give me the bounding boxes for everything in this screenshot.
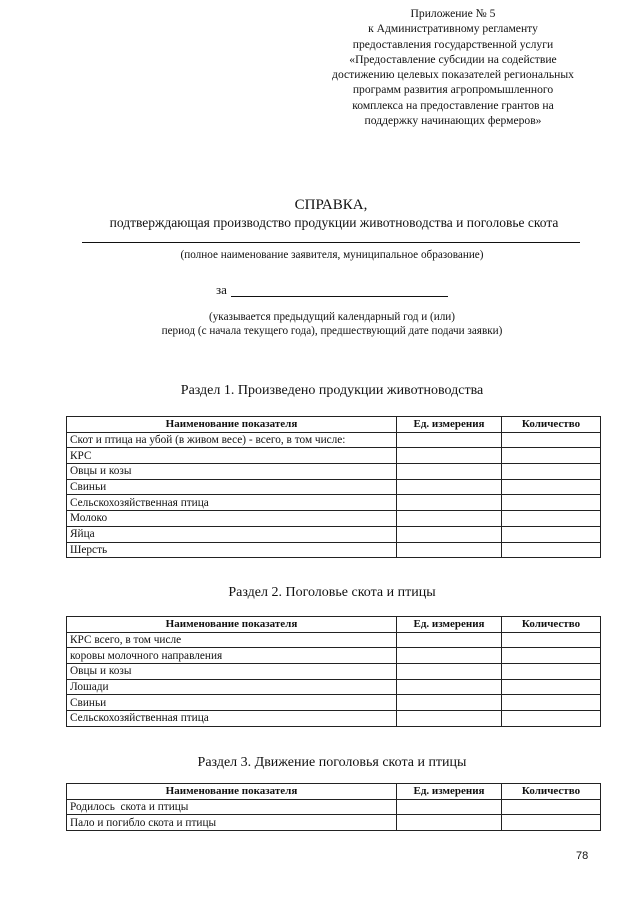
table-row xyxy=(67,511,601,527)
unit-cell xyxy=(397,815,502,831)
section-2-title: Раздел 2. Поголовье скота и птицы xyxy=(228,585,436,600)
table-row xyxy=(67,695,601,711)
appendix-line: предоставления государственной услуги xyxy=(352,37,554,51)
unit-cell xyxy=(397,664,502,680)
quantity-cell xyxy=(502,632,601,648)
quantity-cell xyxy=(502,432,601,448)
appendix-line: к Административному регламенту xyxy=(368,22,538,36)
appendix-line: программ развития агропромышленного xyxy=(352,83,554,97)
section-3-title: Раздел 3. Движение поголовья скота и птицы xyxy=(197,755,467,770)
period-prefix: за xyxy=(216,282,227,297)
row-label: Овцы и козы xyxy=(67,464,397,480)
column-header-quantity: Количество xyxy=(502,784,601,800)
document-title: СПРАВКА, xyxy=(294,197,368,213)
table-row xyxy=(67,815,601,831)
unit-cell xyxy=(397,711,502,727)
row-label: Лошади xyxy=(67,679,397,695)
unit-cell xyxy=(397,464,502,480)
unit-cell xyxy=(397,432,502,448)
row-label: Сельскохозяйственная птица xyxy=(67,711,397,727)
column-header-unit: Ед. измерения xyxy=(397,784,502,800)
table-header-row xyxy=(67,784,601,800)
column-header-unit: Ед. измерения xyxy=(397,417,502,433)
row-label: КРС xyxy=(67,448,397,464)
table-row xyxy=(67,495,601,511)
quantity-cell xyxy=(502,695,601,711)
quantity-cell xyxy=(502,711,601,727)
page-number: 78 xyxy=(576,850,589,862)
period-line xyxy=(231,296,448,297)
quantity-cell xyxy=(502,542,601,558)
row-label: Молоко xyxy=(67,511,397,527)
appendix-header xyxy=(312,6,594,128)
quantity-cell xyxy=(502,495,601,511)
document-subtitle: подтверждающая производство продукции животноводства и поголовье скота xyxy=(109,215,559,230)
column-header-name: Наименование показателя xyxy=(67,784,397,800)
row-label: Скот и птица на убой (в живом весе) - всего, в том числе: xyxy=(67,432,397,448)
quantity-cell xyxy=(502,479,601,495)
appendix-line: комплекса на предоставление грантов на xyxy=(352,98,554,112)
period-hint: (указывается предыдущий календарный год и (или) xyxy=(208,311,456,323)
unit-cell xyxy=(397,511,502,527)
unit-cell xyxy=(397,526,502,542)
appendix-line: поддержку начинающих фермеров» xyxy=(364,114,542,128)
appendix-line: «Предоставление субсидии на содействие xyxy=(349,52,557,66)
table-row xyxy=(67,542,601,558)
table-row xyxy=(67,448,601,464)
column-header-name: Наименование показателя xyxy=(67,617,397,633)
unit-cell xyxy=(397,448,502,464)
column-header-unit: Ед. измерения xyxy=(397,617,502,633)
row-label: КРС всего, в том числе xyxy=(67,632,397,648)
quantity-cell xyxy=(502,664,601,680)
table-row xyxy=(67,479,601,495)
unit-cell xyxy=(397,799,502,815)
column-header-quantity: Количество xyxy=(502,417,601,433)
column-header-name: Наименование показателя xyxy=(67,417,397,433)
quantity-cell xyxy=(502,648,601,664)
quantity-cell xyxy=(502,679,601,695)
table-row xyxy=(67,679,601,695)
section-2-table xyxy=(66,616,601,727)
row-label: Свиньи xyxy=(67,695,397,711)
section-1-table xyxy=(66,416,601,558)
row-label: Яйца xyxy=(67,526,397,542)
table-row xyxy=(67,711,601,727)
table-row xyxy=(67,432,601,448)
column-header-quantity: Количество xyxy=(502,617,601,633)
table-row xyxy=(67,799,601,815)
row-label: Овцы и козы xyxy=(67,664,397,680)
quantity-cell xyxy=(502,799,601,815)
row-label: Сельскохозяйственная птица xyxy=(67,495,397,511)
unit-cell xyxy=(397,679,502,695)
applicant-name-line xyxy=(82,242,580,243)
unit-cell xyxy=(397,542,502,558)
row-label: Пало и погибло скота и птицы xyxy=(67,815,397,831)
quantity-cell xyxy=(502,511,601,527)
table-row xyxy=(67,648,601,664)
appendix-line: достижению целевых показателей региональных xyxy=(332,68,574,82)
unit-cell xyxy=(397,695,502,711)
quantity-cell xyxy=(502,815,601,831)
table-row xyxy=(67,664,601,680)
table-row xyxy=(67,526,601,542)
row-label: Шерсть xyxy=(67,542,397,558)
period-hint: период (с начала текущего года), предшествующий дате подачи заявки) xyxy=(161,325,503,337)
row-label: Родилось скота и птицы xyxy=(67,799,397,815)
appendix-line: Приложение № 5 xyxy=(410,7,496,20)
quantity-cell xyxy=(502,464,601,480)
row-label: Свиньи xyxy=(67,479,397,495)
table-row xyxy=(67,632,601,648)
table-header-row xyxy=(67,417,601,433)
table-header-row xyxy=(67,617,601,633)
section-3-table xyxy=(66,783,601,831)
table-row xyxy=(67,464,601,480)
unit-cell xyxy=(397,479,502,495)
unit-cell xyxy=(397,495,502,511)
unit-cell xyxy=(397,648,502,664)
unit-cell xyxy=(397,632,502,648)
quantity-cell xyxy=(502,526,601,542)
row-label: коровы молочного направления xyxy=(67,648,397,664)
section-1-title: Раздел 1. Произведено продукции животноводства xyxy=(180,383,484,398)
quantity-cell xyxy=(502,448,601,464)
applicant-hint: (полное наименование заявителя, муниципальное образование) xyxy=(180,249,484,261)
